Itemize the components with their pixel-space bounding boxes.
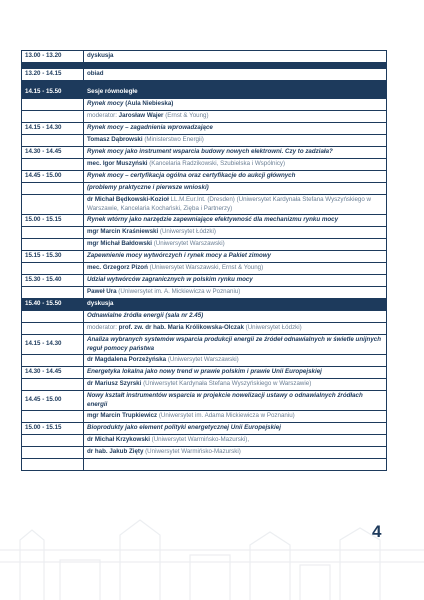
content-text: Nowy kształt instrumentów wsparcia w projekcie nowelizacji ustawy o odnawialnych źródłach energii — [87, 392, 363, 408]
content-cell — [84, 287, 387, 299]
content-cell — [84, 87, 387, 99]
table-row — [22, 135, 387, 147]
time-cell — [22, 435, 84, 447]
table-row — [22, 51, 387, 63]
table-row — [22, 159, 387, 171]
time-cell — [22, 263, 84, 275]
content-cell — [84, 299, 387, 311]
content-text: Udział wytwórców zagranicznych w polskim rynku mocy — [87, 276, 253, 284]
content-cell — [84, 251, 387, 263]
content-text: (Uniwersytet im. A. Mickiewicza w Poznaniu) — [116, 288, 241, 296]
page-number: 4 — [372, 522, 382, 541]
content-cell — [84, 183, 387, 195]
content-cell — [84, 195, 387, 215]
time-cell — [22, 323, 84, 335]
content-text: (problemy praktyczne i pierwsze wnioski) — [87, 184, 209, 192]
time-cell — [22, 227, 84, 239]
time-cell — [22, 99, 84, 111]
time-cell — [22, 311, 84, 323]
content-text: (Aula Niebieska) — [123, 100, 174, 108]
time-cell — [22, 183, 84, 195]
content-cell — [84, 239, 387, 251]
content-text: prof. zw. dr hab. Maria Królikowska-Olczak — [118, 324, 244, 332]
content-text: obiad — [87, 70, 104, 78]
time-cell — [22, 447, 84, 459]
time-cell: 15.40 - 15.50 — [22, 299, 84, 311]
time-cell — [22, 459, 84, 471]
content-text: dr Michał Będkowski-Kozioł — [87, 196, 169, 204]
time-cell: 14.30 - 14.45 — [22, 367, 84, 379]
table-row — [22, 251, 387, 263]
content-cell — [84, 423, 387, 435]
content-text: (Ernst & Young) — [163, 112, 209, 120]
content-cell — [84, 99, 387, 111]
table-row — [22, 367, 387, 379]
time-cell: 13.20 - 14.15 — [22, 69, 84, 81]
content-cell — [84, 135, 387, 147]
content-cell — [84, 411, 387, 423]
time-cell: 15.00 - 15.15 — [22, 215, 84, 227]
content-text: Rynek wtórny jako narzędzie zapewniające efektywność dla mechanizmu rynku mocy — [87, 216, 339, 224]
content-text: Rynek mocy – zagadnienia wprowadzające — [87, 124, 213, 132]
content-text: dr hab. Jakub Zięty — [87, 448, 144, 456]
table-row — [22, 275, 387, 287]
table-row — [22, 435, 387, 447]
schedule-table — [21, 50, 387, 471]
time-cell — [22, 355, 84, 367]
content-cell — [84, 227, 387, 239]
time-cell — [22, 111, 84, 123]
section-header-row — [22, 87, 387, 99]
table-row — [22, 123, 387, 135]
content-cell — [84, 323, 387, 335]
table-row — [22, 69, 387, 81]
table-row — [22, 411, 387, 423]
table-row — [22, 263, 387, 275]
time-cell: 14.45 - 15.00 — [22, 391, 84, 411]
table-row — [22, 423, 387, 435]
content-cell — [84, 171, 387, 183]
time-cell — [22, 159, 84, 171]
content-cell — [84, 311, 387, 323]
content-text: (Ministerstwo Energii) — [142, 136, 204, 144]
content-text: (Uniwersytet Warszawski, Ernst & Young) — [147, 264, 264, 272]
time-cell — [22, 239, 84, 251]
table-row — [22, 323, 387, 335]
content-text: Paweł Ura — [87, 288, 117, 296]
content-text: mec. Igor Muszyński — [87, 160, 148, 168]
content-text: (Uniwersytet Kardynała Stefana Wyszyńskiego w Warszawie) — [141, 380, 312, 388]
content-cell — [84, 51, 387, 63]
table-row — [22, 459, 387, 471]
time-cell: 14.15 - 14.30 — [22, 123, 84, 135]
background-watermark — [0, 510, 424, 600]
table-row — [22, 239, 387, 251]
time-cell — [22, 195, 84, 215]
content-text: Odnawialne źródła energii (sala nr 2.45) — [87, 312, 204, 320]
table-row — [22, 195, 387, 215]
table-row — [22, 335, 387, 355]
content-text: (Kancelaria Radzikowski, Szubielska i Wspólnicy) — [147, 160, 286, 168]
content-cell — [84, 447, 387, 459]
content-text: (Uniwersytet im. Adama Mickiewicza w Poznaniu) — [157, 412, 295, 420]
content-text: mgr Marcin Trupkiewicz — [87, 412, 158, 420]
table-row — [22, 183, 387, 195]
content-text: Analiza wybranych systemów wsparcia produkcji energii ze źródeł odnawialnych w świetle unijnych reguł pomocy państwa — [87, 336, 381, 352]
content-cell — [84, 147, 387, 159]
content-cell — [84, 367, 387, 379]
content-text: dr Michał Krzykowski — [87, 436, 150, 444]
content-cell — [84, 159, 387, 171]
table-row — [22, 355, 387, 367]
content-text: moderator: — [87, 324, 119, 332]
content-text: mec. Grzegorz Pizoń — [87, 264, 148, 272]
content-text: Sesje równoległe — [87, 88, 138, 96]
content-cell — [84, 263, 387, 275]
table-row — [22, 111, 387, 123]
time-cell — [22, 287, 84, 299]
content-text: Bioprodukty jako element polityki energetycznej Unii Europejskiej — [87, 424, 281, 432]
content-cell — [84, 69, 387, 81]
time-cell: 13.00 - 13.20 — [22, 51, 84, 63]
content-text: mgr Marcin Kraśniewski — [87, 228, 159, 236]
content-text: Energetyka lokalna jako nowy trend w prawie polskim i prawie Unii Europejskiej — [87, 368, 322, 376]
content-cell — [84, 123, 387, 135]
content-cell — [84, 355, 387, 367]
table-row — [22, 379, 387, 391]
content-text: mgr Michał Bałdowski — [87, 240, 152, 248]
content-text: moderator: — [87, 112, 119, 120]
time-cell: 15.15 - 15.30 — [22, 251, 84, 263]
content-text: (Uniwersytet Łódzki) — [243, 324, 302, 332]
table-row — [22, 447, 387, 459]
content-text: Rynek mocy — [87, 100, 124, 108]
time-cell: 14.30 - 14.45 — [22, 147, 84, 159]
time-cell — [22, 135, 84, 147]
content-cell — [84, 335, 387, 355]
content-cell — [84, 391, 387, 411]
content-text: Rynek mocy jako instrument wsparcia budowy nowych elektrowni. Czy to zadziała? — [87, 148, 333, 156]
content-cell — [84, 379, 387, 391]
time-cell: 15.00 - 15.15 — [22, 423, 84, 435]
content-text: dr Magdalena Porzeżyńska — [87, 356, 167, 364]
content-text: Zapewnienie mocy wytwórczych i rynek mocy a Pakiet zimowy — [87, 252, 271, 260]
table-row — [22, 311, 387, 323]
content-text: dr Mariusz Szyrski — [87, 380, 142, 388]
content-text: dyskusja — [87, 52, 114, 60]
table-row — [22, 99, 387, 111]
content-text: (Uniwersytet Warszawski) — [166, 356, 239, 364]
time-cell: 14.45 - 15.00 — [22, 171, 84, 183]
content-text: Tomasz Dąbrowski — [87, 136, 143, 144]
content-text: (Uniwersytet Warmińsko-Mazurski), — [149, 436, 250, 444]
content-cell — [84, 111, 387, 123]
content-text: (Uniwersytet Warszawski) — [151, 240, 225, 248]
time-cell: 14.15 - 14.30 — [22, 335, 84, 355]
content-text: (Uniwersytet Warmińsko-Mazurski) — [143, 448, 241, 456]
table-row — [22, 215, 387, 227]
time-cell — [22, 379, 84, 391]
table-row — [22, 287, 387, 299]
content-cell — [84, 275, 387, 287]
table-row — [22, 171, 387, 183]
time-cell — [22, 411, 84, 423]
content-text: LL.M.Eur.Int. (Dresden) (Uniwersytet Kardynała Stefana Wyszyńskiego w Warszawie, Kancelaria Kochański, Zięba i Partnerzy) — [87, 196, 371, 212]
table-row — [22, 147, 387, 159]
time-cell: 14.15 - 15.50 — [22, 87, 84, 99]
content-text: Rynek mocy – certyfikacja ogólna oraz certyfikacje do aukcji głównych — [87, 172, 296, 180]
time-cell: 15.30 - 15.40 — [22, 275, 84, 287]
section-header-row — [22, 299, 387, 311]
content-cell — [84, 435, 387, 447]
content-cell — [84, 215, 387, 227]
content-text: dyskusja — [87, 300, 114, 308]
table-row — [22, 391, 387, 411]
table-row — [22, 227, 387, 239]
content-text: (Uniwersytet Łódzki) — [158, 228, 216, 236]
content-text: Jarosław Wajer — [118, 112, 164, 120]
content-cell — [84, 459, 387, 471]
